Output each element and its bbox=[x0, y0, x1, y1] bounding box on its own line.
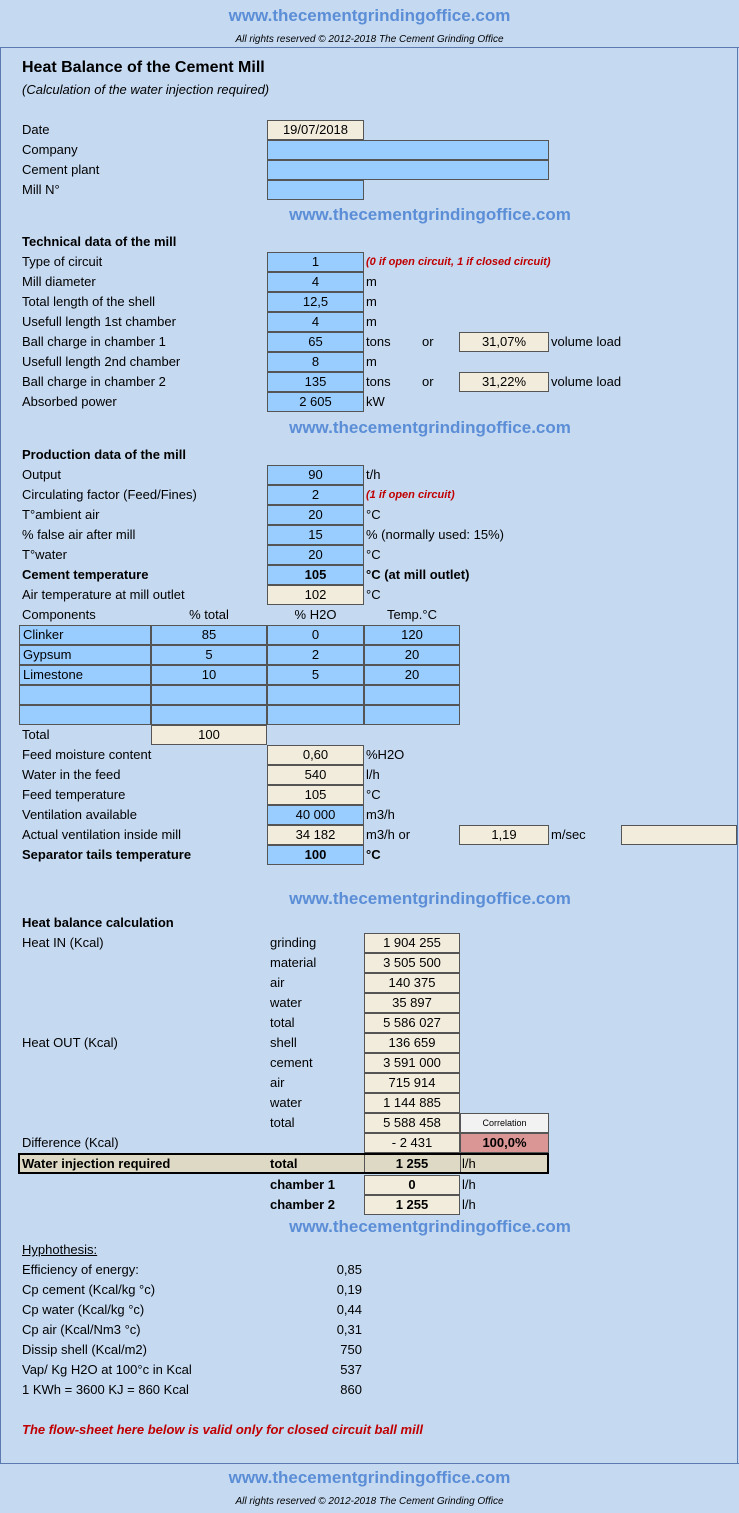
production-label: Air temperature at mill outlet bbox=[22, 587, 185, 602]
total-header: % total bbox=[189, 607, 229, 622]
total-field: 100 bbox=[151, 725, 267, 745]
tech-unit: tons bbox=[366, 374, 391, 389]
production-label: Cement temperature bbox=[22, 567, 149, 582]
production-value-field: 540 bbox=[267, 765, 364, 785]
divider bbox=[0, 1463, 739, 1464]
production-value-field[interactable]: 20 bbox=[267, 505, 364, 525]
component-h2o-field[interactable]: 5 bbox=[267, 665, 364, 685]
heat-out-item-label: total bbox=[270, 1115, 295, 1130]
divider bbox=[364, 1155, 365, 1172]
heat-in-item-value: 1 904 255 bbox=[364, 933, 460, 953]
production-label: Ventilation available bbox=[22, 807, 137, 822]
tech-value-field[interactable]: 2 605 bbox=[267, 392, 364, 412]
production-label: Separator tails temperature bbox=[22, 847, 192, 862]
tech-label: Mill diameter bbox=[22, 274, 96, 289]
h2o-header: % H2O bbox=[294, 607, 337, 622]
site-banner[interactable]: www.thecementgrindingoffice.com bbox=[289, 205, 571, 224]
site-banner[interactable]: www.thecementgrindingoffice.com bbox=[228, 6, 511, 25]
production-unit: °C (at mill outlet) bbox=[366, 567, 470, 582]
production-unit: °C bbox=[366, 547, 381, 562]
production-unit: °C bbox=[366, 587, 381, 602]
production-value-field[interactable]: 105 bbox=[267, 565, 364, 585]
heat-in-item-label: water bbox=[270, 995, 302, 1010]
heat-in-item-label: material bbox=[270, 955, 317, 970]
heat-in-item-label: grinding bbox=[270, 935, 317, 950]
volume-load-field: 31,22% bbox=[459, 372, 549, 392]
velocity-extra-field bbox=[621, 825, 737, 845]
hypothesis-label: Cp water (Kcal/kg °c) bbox=[22, 1302, 145, 1317]
hypothesis-label: Cp cement (Kcal/kg °c) bbox=[22, 1282, 156, 1297]
mill-label: Mill N° bbox=[22, 182, 60, 197]
chamber1-unit: l/h bbox=[462, 1177, 476, 1192]
velocity-unit: m/sec bbox=[551, 827, 586, 842]
component-name-field[interactable]: Limestone bbox=[19, 665, 151, 685]
heat-in-item-value: 140 375 bbox=[364, 973, 460, 993]
tech-label: Ball charge in chamber 1 bbox=[22, 334, 166, 349]
production-note: (1 if open circuit) bbox=[366, 489, 455, 501]
production-value-field[interactable]: 90 bbox=[267, 465, 364, 485]
production-unit: m3/h or bbox=[366, 827, 411, 842]
tech-note: (0 if open circuit, 1 if closed circuit) bbox=[366, 256, 551, 268]
heat-in-item-value: 5 586 027 bbox=[364, 1013, 460, 1033]
site-banner[interactable]: www.thecementgrindingoffice.com bbox=[289, 1217, 571, 1236]
or-label: or bbox=[422, 334, 434, 349]
hypothesis-label: Efficiency of energy: bbox=[22, 1262, 139, 1277]
production-unit: % (normally used: 15%) bbox=[366, 527, 504, 542]
page-subtitle: (Calculation of the water injection required) bbox=[22, 82, 270, 97]
date-field[interactable]: 19/07/2018 bbox=[267, 120, 364, 140]
water-total-value: 1 255 bbox=[395, 1156, 429, 1171]
hypothesis-value: 0,31 bbox=[336, 1322, 362, 1337]
velocity-field: 1,19 bbox=[459, 825, 549, 845]
component-h2o-field[interactable] bbox=[267, 685, 364, 705]
component-total-field[interactable]: 5 bbox=[151, 645, 267, 665]
component-h2o-field[interactable]: 2 bbox=[267, 645, 364, 665]
component-h2o-field[interactable]: 0 bbox=[267, 625, 364, 645]
hypothesis-value: 0,19 bbox=[336, 1282, 362, 1297]
mill-field[interactable] bbox=[267, 180, 364, 200]
tech-unit: m bbox=[366, 354, 377, 369]
production-label: Feed temperature bbox=[22, 787, 126, 802]
heat-heading: Heat balance calculation bbox=[22, 915, 174, 930]
production-value-field[interactable]: 2 bbox=[267, 485, 364, 505]
production-label: Actual ventilation inside mill bbox=[22, 827, 181, 842]
component-temp-field[interactable]: 20 bbox=[364, 645, 460, 665]
production-value-field[interactable]: 100 bbox=[267, 845, 364, 865]
tech-label: Ball charge in chamber 2 bbox=[22, 374, 166, 389]
heat-in-item-label: air bbox=[270, 975, 285, 990]
divider bbox=[0, 47, 1, 1463]
production-unit: l/h bbox=[366, 767, 380, 782]
component-name-field[interactable] bbox=[19, 705, 151, 725]
component-temp-field[interactable]: 120 bbox=[364, 625, 460, 645]
tech-unit: m bbox=[366, 314, 377, 329]
difference-value: - 2 431 bbox=[364, 1133, 460, 1153]
production-heading: Production data of the mill bbox=[22, 447, 186, 462]
chamber2-label: chamber 2 bbox=[270, 1197, 336, 1212]
divider bbox=[737, 47, 738, 1463]
water-total-unit: l/h bbox=[462, 1156, 476, 1171]
volume-load-label: volume load bbox=[551, 374, 622, 389]
tech-unit: m bbox=[366, 274, 377, 289]
hypothesis-label: 1 KWh = 3600 KJ = 860 Kcal bbox=[22, 1382, 189, 1397]
correlation-label: Correlation bbox=[460, 1113, 549, 1133]
tech-label: Absorbed power bbox=[22, 394, 117, 409]
site-banner-footer[interactable]: www.thecementgrindingoffice.com bbox=[228, 1468, 511, 1487]
page-title: Heat Balance of the Cement Mill bbox=[22, 59, 265, 76]
component-total-field[interactable] bbox=[151, 685, 267, 705]
component-total-field[interactable]: 10 bbox=[151, 665, 267, 685]
production-unit: °C bbox=[366, 787, 381, 802]
difference-label: Difference (Kcal) bbox=[22, 1135, 119, 1150]
water-injection-label: Water injection required bbox=[22, 1156, 171, 1171]
heat-out-item-label: cement bbox=[270, 1055, 313, 1070]
correlation-value: 100,0% bbox=[460, 1133, 549, 1153]
tech-label: Type of circuit bbox=[22, 254, 103, 269]
water-total-label: total bbox=[270, 1156, 298, 1171]
volume-load-field: 31,07% bbox=[459, 332, 549, 352]
production-label: % false air after mill bbox=[22, 527, 136, 542]
components-header: Components bbox=[22, 607, 96, 622]
divider bbox=[0, 47, 739, 48]
site-banner[interactable]: www.thecementgrindingoffice.com bbox=[289, 889, 571, 908]
site-banner[interactable]: www.thecementgrindingoffice.com bbox=[289, 418, 571, 437]
rights-notice-footer: All rights reserved © 2012-2018 The Cement Grinding Office bbox=[235, 1496, 504, 1507]
tech-label: Usefull length 1st chamber bbox=[22, 314, 176, 329]
tech-value-field[interactable]: 4 bbox=[267, 312, 364, 332]
heat-out-item-label: air bbox=[270, 1075, 285, 1090]
tech-unit: tons bbox=[366, 334, 391, 349]
heat-out-item-value: 715 914 bbox=[364, 1073, 460, 1093]
production-unit: m3/h bbox=[366, 807, 395, 822]
chamber1-value: 0 bbox=[364, 1175, 460, 1195]
production-label: Feed moisture content bbox=[22, 747, 152, 762]
technical-heading: Technical data of the mill bbox=[22, 234, 177, 249]
hypothesis-value: 750 bbox=[340, 1342, 362, 1357]
production-value-field[interactable]: 40 000 bbox=[267, 805, 364, 825]
component-temp-field[interactable]: 20 bbox=[364, 665, 460, 685]
heat-out-item-label: shell bbox=[270, 1035, 297, 1050]
heat-out-item-value: 3 591 000 bbox=[364, 1053, 460, 1073]
production-label: Water in the feed bbox=[22, 767, 121, 782]
hypothesis-value: 0,85 bbox=[336, 1262, 362, 1277]
hypothesis-label: Vap/ Kg H2O at 100°c in Kcal bbox=[22, 1362, 192, 1377]
production-label: T°water bbox=[22, 547, 67, 562]
flowsheet-note: The flow-sheet here below is valid only for closed circuit ball mill bbox=[22, 1422, 423, 1437]
tech-unit: kW bbox=[366, 394, 385, 409]
tech-value-field[interactable]: 12,5 bbox=[267, 292, 364, 312]
tech-value-field[interactable]: 8 bbox=[267, 352, 364, 372]
plant-field[interactable] bbox=[267, 160, 549, 180]
production-value-field[interactable]: 20 bbox=[267, 545, 364, 565]
company-label: Company bbox=[22, 142, 78, 157]
heat-in-item-value: 3 505 500 bbox=[364, 953, 460, 973]
tech-value-field[interactable]: 1 bbox=[267, 252, 364, 272]
production-unit: °C bbox=[366, 507, 381, 522]
production-value-field: 0,60 bbox=[267, 745, 364, 765]
heat-in-label: Heat IN (Kcal) bbox=[22, 935, 104, 950]
production-unit: °C bbox=[366, 847, 381, 862]
component-name-field[interactable] bbox=[19, 685, 151, 705]
tech-value-field[interactable]: 4 bbox=[267, 272, 364, 292]
or-label: or bbox=[422, 374, 434, 389]
company-field[interactable] bbox=[267, 140, 549, 160]
heat-in-item-label: total bbox=[270, 1015, 295, 1030]
component-total-field[interactable]: 85 bbox=[151, 625, 267, 645]
hypothesis-label: Dissip shell (Kcal/m2) bbox=[22, 1342, 147, 1357]
date-label: Date bbox=[22, 122, 50, 137]
heat-out-item-value: 136 659 bbox=[364, 1033, 460, 1053]
heat-out-item-value: 5 588 458 bbox=[364, 1113, 460, 1133]
component-name-field[interactable]: Gypsum bbox=[19, 645, 151, 665]
divider bbox=[460, 1155, 461, 1172]
volume-load-label: volume load bbox=[551, 334, 622, 349]
heat-in-item-value: 35 897 bbox=[364, 993, 460, 1013]
component-total-field[interactable] bbox=[151, 705, 267, 725]
production-unit: %H2O bbox=[366, 747, 405, 762]
hypothesis-value: 537 bbox=[340, 1362, 362, 1377]
chamber2-value: 1 255 bbox=[364, 1195, 460, 1215]
tech-value-field[interactable]: 65 bbox=[267, 332, 364, 352]
tech-label: Usefull length 2nd chamber bbox=[22, 354, 181, 369]
rights-notice: All rights reserved © 2012-2018 The Cement Grinding Office bbox=[235, 34, 504, 45]
tech-value-field[interactable]: 135 bbox=[267, 372, 364, 392]
component-name-field[interactable]: Clinker bbox=[19, 625, 151, 645]
production-unit: t/h bbox=[366, 467, 381, 482]
production-value-field[interactable]: 15 bbox=[267, 525, 364, 545]
total-label: Total bbox=[22, 727, 50, 742]
hypothesis-value: 0,44 bbox=[336, 1302, 362, 1317]
production-value-field: 102 bbox=[267, 585, 364, 605]
chamber2-unit: l/h bbox=[462, 1197, 476, 1212]
temp-header: Temp.°C bbox=[387, 607, 437, 622]
component-h2o-field[interactable] bbox=[267, 705, 364, 725]
heat-out-item-value: 1 144 885 bbox=[364, 1093, 460, 1113]
tech-label: Total length of the shell bbox=[22, 294, 155, 309]
heat-out-item-label: water bbox=[270, 1095, 302, 1110]
hypothesis-heading: Hyphothesis: bbox=[22, 1242, 98, 1257]
tech-unit: m bbox=[366, 294, 377, 309]
chamber1-label: chamber 1 bbox=[270, 1177, 336, 1192]
production-label: T°ambient air bbox=[22, 507, 100, 522]
heat-out-label: Heat OUT (Kcal) bbox=[22, 1035, 118, 1050]
component-temp-field[interactable] bbox=[364, 685, 460, 705]
hypothesis-label: Cp air (Kcal/Nm3 °c) bbox=[22, 1322, 141, 1337]
production-label: Circulating factor (Feed/Fines) bbox=[22, 487, 197, 502]
component-temp-field[interactable] bbox=[364, 705, 460, 725]
production-label: Output bbox=[22, 467, 62, 482]
production-value-field: 105 bbox=[267, 785, 364, 805]
production-value-field: 34 182 bbox=[267, 825, 364, 845]
plant-label: Cement plant bbox=[22, 162, 100, 177]
hypothesis-value: 860 bbox=[340, 1382, 362, 1397]
